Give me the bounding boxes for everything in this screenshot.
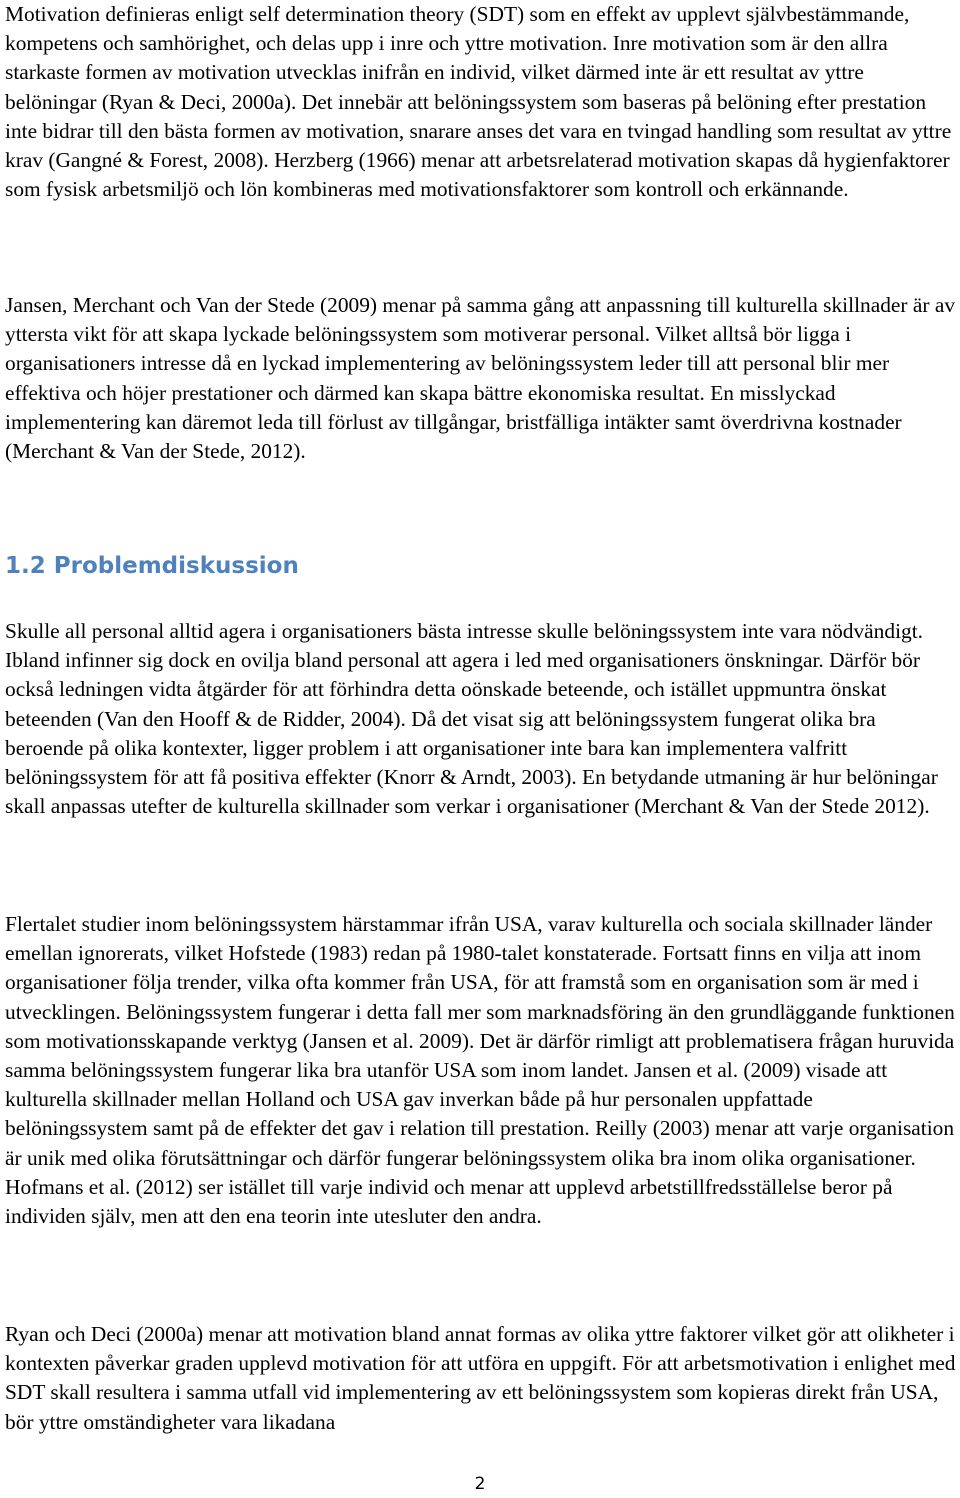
section-paragraph: Ryan och Deci (2000a) menar att motivation bland annat formas av olika yttre faktorer vilket gör att olikheter i kontexten påverkar graden upplevd motivation för att utföra en uppgift. För att arbetsmotivation i enlighet med SDT skall resultera i samma utfall vid implementering av ett belöningssystem som kopieras direkt från USA, bör yttre omständigheter vara likadana bbox=[5, 1322, 956, 1434]
section-heading: 1.2 Problemdiskussion bbox=[5, 553, 299, 579]
page-number: 2 bbox=[474, 1474, 486, 1494]
body-paragraph: Jansen, Merchant och Van der Stede (2009) menar på samma gång att anpassning till kulturella skillnader är av yttersta vikt för att skapa lyckade belöningssystem som motiverar personal. Vilket alltså bör ligga i organisationers intresse då en lyckad implementering av belöningssystem leder till att personal blir mer effektiva och höjer prestationer och därmed kan skapa bättre ekonomiska resultat. En misslyckad implementering kan däremot leda till förlust av tillgångar, bristfälliga intäkter samt överdrivna kostnader (Merchant & Van der Stede, 2012). bbox=[5, 293, 956, 464]
body-paragraph: Motivation definieras enligt self determination theory (SDT) som en effekt av upplevt självbestämmande, kompetens och samhörighet, och delas upp i inre och yttre motivation. Inre motivation som är den allra starkaste formen av motivation utvecklas inifrån en individ, vilket därmed inte är ett resultat av yttre belöningar (Ryan & Deci, 2000a). Det innebär att belöningssystem som baseras på belöning efter prestation inte bidrar till den bästa formen av motivation, snarare anses det vara en tvingad handling som resultat av yttre krav (Gangné & Forest, 2008). Herzberg (1966) menar att arbetsrelaterad motivation skapas då hygienfaktorer som fysisk arbetsmiljö och lön kombineras med motivationsfaktorer som kontroll och erkännande. bbox=[5, 2, 952, 202]
section-paragraph: Flertalet studier inom belöningssystem härstammar ifrån USA, varav kulturella och sociala skillnader länder emellan ignorerats, vilket Hofstede (1983) redan på 1980-talet konstaterade. Fortsatt finns en vilja att inom organisationer följa trender, vilka ofta kommer från USA, för att framstå som en organisation som är med i utvecklingen. Belöningssystem fungerar i detta fall mer som marknadsföring än den grundläggande funktionen som motivationsskapande verktyg (Jansen et al. 2009). Det är därför rimligt att problematisera frågan huruvida samma belöningssystem fungerar lika bra utanför USA som inom landet. Jansen et al. (2009) visade att kulturella skillnader mellan Holland och USA gav inverkan både på hur personalen uppfattade belöningssystem samt på de effekter det gav i relation till prestation. Reilly (2003) menar att varje organisation är unik med olika förutsättningar och därför fungerar belöningssystem olika bra inom olika organisationer. Hofmans et al. (2012) ser istället till varje individ och menar att upplevd arbetstillfredsställelse beror på individen själv, men att den ena teorin inte utesluter den andra. bbox=[5, 912, 955, 1229]
section-paragraph: Skulle all personal alltid agera i organisationers bästa intresse skulle belöningssystem inte vara nödvändigt. Ibland infinner sig dock en ovilja bland personal att agera i led med organisationers önskningar. Därför bör också ledningen vidta åtgärder för att förhindra detta oönskade beteende, och istället uppmuntra önskat beteenden (Van den Hooff & de Ridder, 2004). Då det visat sig att belöningssystem fungerat olika bra beroende på olika kontexter, ligger problem i att organisationer inte bara kan implementera valfritt belöningssystem för att få positiva effekter (Knorr & Arndt, 2003). En betydande utmaning är hur belöningar skall anpassas utefter de kulturella skillnader som verkar i organisationer (Merchant & Van der Stede 2012). bbox=[5, 619, 938, 819]
